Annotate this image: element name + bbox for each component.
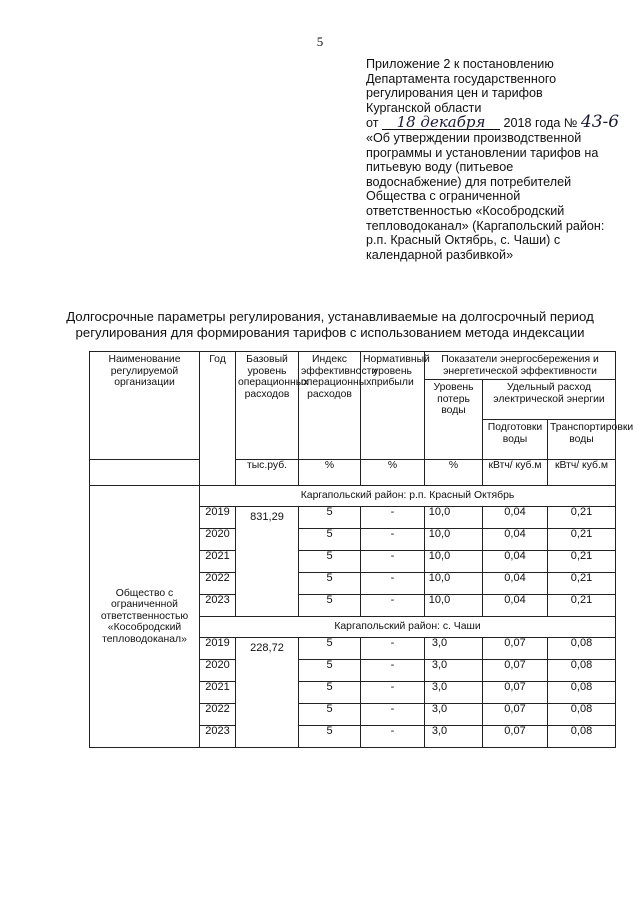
document-title	[60, 309, 600, 341]
appendix-line: Приложение 2 к постановлению	[366, 57, 554, 71]
header-index: Индекс эффективности операционных расходов	[299, 352, 361, 460]
appendix-title-line: календарной разбивкой»	[366, 247, 514, 262]
cell-index: 5	[299, 660, 361, 682]
cell-base-cost: 228,72	[236, 638, 299, 748]
cell-transport: 0,21	[548, 507, 616, 529]
cell-index: 5	[299, 682, 361, 704]
cell-loss: 10,0	[425, 507, 483, 529]
appendix-line: Курганской области	[366, 100, 482, 115]
appendix-line: регулирования цен и тарифов	[366, 86, 543, 101]
header-org: Наименование регулируемой организации	[90, 352, 200, 460]
cell-loss: 3,0	[425, 726, 483, 748]
organization-name: Общество с ограниченной ответственностью «Кособродский тепловодоканал»	[90, 486, 200, 748]
unit-profit: %	[361, 460, 425, 486]
cell-year: 2022	[200, 704, 236, 726]
appendix-block	[366, 57, 628, 262]
cell-index: 5	[299, 529, 361, 551]
cell-prep: 0,07	[483, 682, 548, 704]
appendix-title-line: «Об утверждении производственной	[366, 130, 582, 145]
cell-prep: 0,04	[483, 507, 548, 529]
appendix-title-line: программы и установлении тарифов на	[366, 145, 599, 160]
region-name: Каргапольский район: с. Чаши	[200, 617, 616, 638]
handwritten-date: 18 декабря	[382, 116, 500, 130]
cell-loss: 10,0	[425, 573, 483, 595]
header-year: Год	[200, 352, 236, 486]
cell-prep: 0,04	[483, 551, 548, 573]
cell-index: 5	[299, 573, 361, 595]
cell-index: 5	[299, 507, 361, 529]
cell-loss: 3,0	[425, 660, 483, 682]
cell-profit: -	[361, 595, 425, 617]
cell-transport: 0,21	[548, 529, 616, 551]
unit-base: тыс.руб.	[236, 460, 299, 486]
cell-index: 5	[299, 638, 361, 660]
cell-loss: 10,0	[425, 529, 483, 551]
cell-transport: 0,21	[548, 595, 616, 617]
cell-year: 2021	[200, 551, 236, 573]
cell-year: 2019	[200, 638, 236, 660]
appendix-title-line: р.п. Красный Октябрь, с. Чаши) с	[366, 233, 561, 248]
cell-year: 2020	[200, 660, 236, 682]
appendix-date-line	[366, 112, 628, 133]
cell-prep: 0,04	[483, 529, 548, 551]
cell-transport: 0,08	[548, 726, 616, 748]
cell-index: 5	[299, 595, 361, 617]
cell-year: 2019	[200, 507, 236, 529]
unit-loss: %	[425, 460, 483, 486]
region-name: Каргапольский район: р.п. Красный Октябрь	[200, 486, 616, 507]
cell-profit: -	[361, 660, 425, 682]
appendix-title-line: водоснабжение) для потребителей	[366, 174, 572, 189]
cell-prep: 0,04	[483, 595, 548, 617]
appendix-line: Департамента государственного	[366, 71, 557, 86]
appendix-title-line: Общества с ограниченной	[366, 189, 521, 204]
units-org-empty	[90, 460, 200, 486]
from-label: от	[366, 116, 379, 131]
cell-transport: 0,08	[548, 704, 616, 726]
page-number: 5	[316, 34, 324, 49]
cell-prep: 0,07	[483, 726, 548, 748]
cell-loss: 3,0	[425, 638, 483, 660]
cell-prep: 0,07	[483, 638, 548, 660]
cell-year: 2022	[200, 573, 236, 595]
appendix-title-line: питьевую воду (питьевое	[366, 160, 514, 175]
document-title-line: Долгосрочные параметры регулирования, устанавливаемые на долгосрочный период	[66, 309, 594, 324]
document-title-line: регулирования для формирования тарифов с использованием метода индексации	[75, 325, 585, 340]
cell-profit: -	[361, 573, 425, 595]
header-transport: Транспортировки воды	[548, 420, 616, 460]
unit-index: %	[299, 460, 361, 486]
header-loss: Уровень потерь воды	[425, 380, 483, 460]
cell-profit: -	[361, 638, 425, 660]
cell-year: 2023	[200, 595, 236, 617]
header-power-group: Удельный расход электрической энергии	[483, 380, 616, 420]
cell-index: 5	[299, 551, 361, 573]
cell-transport: 0,21	[548, 573, 616, 595]
cell-prep: 0,07	[483, 660, 548, 682]
cell-base-cost: 831,29	[236, 507, 299, 617]
year-text: 2018 года №	[503, 116, 578, 131]
cell-index: 5	[299, 704, 361, 726]
header-profit: Нормативный уровень прибыли	[361, 352, 425, 460]
cell-loss: 10,0	[425, 595, 483, 617]
cell-prep: 0,04	[483, 573, 548, 595]
cell-year: 2021	[200, 682, 236, 704]
unit-prep: кВтч/ куб.м	[483, 460, 548, 486]
header-energy-group: Показатели энергосбережения и энергетической эффективности	[425, 352, 616, 380]
cell-profit: -	[361, 529, 425, 551]
appendix-title-line: ответственностью «Кособродский	[366, 203, 565, 218]
cell-transport: 0,08	[548, 638, 616, 660]
cell-prep: 0,07	[483, 704, 548, 726]
cell-year: 2020	[200, 529, 236, 551]
cell-index: 5	[299, 726, 361, 748]
header-base: Базовый уровень операционных расходов	[236, 352, 299, 460]
unit-transport: кВтч/ куб.м	[548, 460, 616, 486]
cell-profit: -	[361, 507, 425, 529]
cell-year: 2023	[200, 726, 236, 748]
appendix-title-line: тепловодоканал» (Каргапольский район:	[366, 218, 605, 233]
cell-loss: 3,0	[425, 682, 483, 704]
handwritten-number: 43-6	[580, 112, 620, 133]
cell-profit: -	[361, 704, 425, 726]
cell-profit: -	[361, 551, 425, 573]
cell-transport: 0,21	[548, 551, 616, 573]
cell-profit: -	[361, 682, 425, 704]
header-prep: Подготовки воды	[483, 420, 548, 460]
cell-profit: -	[361, 726, 425, 748]
cell-transport: 0,08	[548, 660, 616, 682]
cell-loss: 10,0	[425, 551, 483, 573]
cell-transport: 0,08	[548, 682, 616, 704]
parameters-table	[89, 351, 634, 748]
cell-loss: 3,0	[425, 704, 483, 726]
